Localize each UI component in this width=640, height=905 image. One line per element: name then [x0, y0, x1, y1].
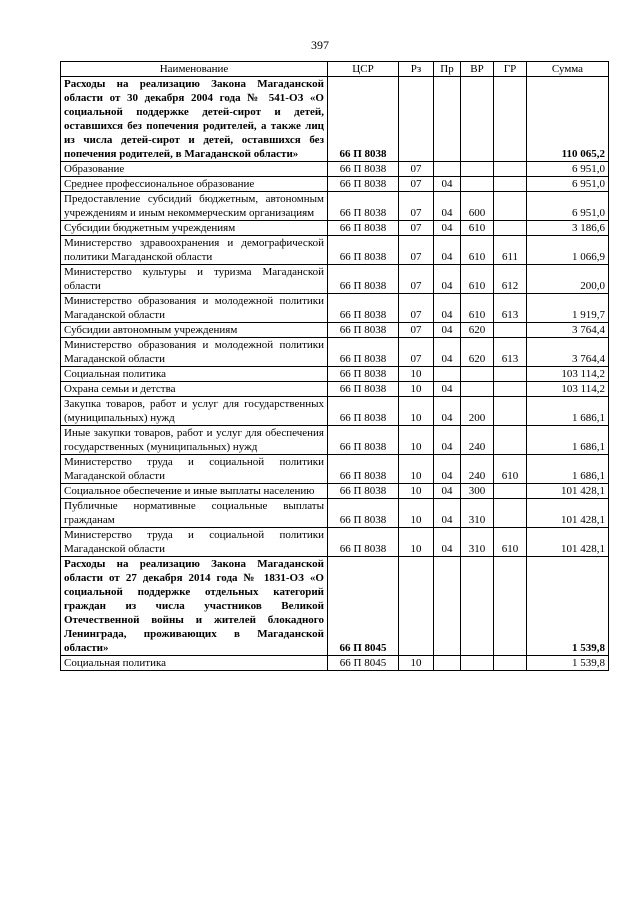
cell-vr: [461, 382, 494, 397]
cell-sum: 6 951,0: [527, 192, 609, 221]
header-gr: ГР: [494, 62, 527, 77]
cell-pr: 04: [434, 528, 461, 557]
cell-gr: [494, 221, 527, 236]
cell-rz: 10: [399, 499, 434, 528]
cell-csr: 66 П 8038: [328, 382, 399, 397]
cell-sum: 1 539,8: [527, 656, 609, 671]
header-rz: Рз: [399, 62, 434, 77]
cell-name: Социальная политика: [61, 656, 328, 671]
cell-gr: [494, 192, 527, 221]
cell-name: Образование: [61, 162, 328, 177]
cell-rz: [399, 557, 434, 656]
table-row: [61, 397, 609, 426]
cell-rz: 07: [399, 162, 434, 177]
table-row: [61, 294, 609, 323]
cell-csr: 66 П 8038: [328, 221, 399, 236]
cell-csr: 66 П 8038: [328, 236, 399, 265]
cell-gr: [494, 397, 527, 426]
table-body: [61, 77, 609, 671]
cell-vr: 240: [461, 426, 494, 455]
cell-name: Министерство труда и социальной политики Магаданской области: [61, 455, 328, 484]
cell-rz: 10: [399, 484, 434, 499]
cell-sum: 101 428,1: [527, 484, 609, 499]
cell-sum: 1 686,1: [527, 426, 609, 455]
cell-vr: [461, 77, 494, 162]
cell-gr: [494, 382, 527, 397]
cell-pr: 04: [434, 338, 461, 367]
cell-name: Предоставление субсидий бюджетным, автономным учреждениям и иным некоммерческим организациям: [61, 192, 328, 221]
cell-name: Министерство здравоохранения и демографической политики Магаданской области: [61, 236, 328, 265]
cell-csr: 66 П 8038: [328, 265, 399, 294]
cell-vr: 620: [461, 338, 494, 367]
cell-pr: 04: [434, 221, 461, 236]
table-header-row: [61, 62, 609, 77]
cell-csr: 66 П 8038: [328, 192, 399, 221]
cell-rz: 07: [399, 177, 434, 192]
header-sum: Сумма: [527, 62, 609, 77]
header-csr: ЦСР: [328, 62, 399, 77]
cell-csr: 66 П 8038: [328, 294, 399, 323]
cell-gr: [494, 323, 527, 338]
cell-pr: 04: [434, 236, 461, 265]
table-row: [61, 236, 609, 265]
table-row: [61, 455, 609, 484]
cell-pr: [434, 557, 461, 656]
cell-csr: 66 П 8038: [328, 499, 399, 528]
cell-rz: 07: [399, 338, 434, 367]
table-row: [61, 265, 609, 294]
cell-vr: 600: [461, 192, 494, 221]
cell-gr: [494, 499, 527, 528]
cell-vr: [461, 656, 494, 671]
cell-gr: 613: [494, 294, 527, 323]
cell-vr: 610: [461, 236, 494, 265]
table-row: [61, 426, 609, 455]
cell-csr: 66 П 8038: [328, 323, 399, 338]
cell-rz: 07: [399, 265, 434, 294]
cell-rz: 10: [399, 656, 434, 671]
cell-name: Закупка товаров, работ и услуг для государственных (муниципальных) нужд: [61, 397, 328, 426]
cell-name: Публичные нормативные социальные выплаты гражданам: [61, 499, 328, 528]
table-row: [61, 382, 609, 397]
cell-gr: [494, 77, 527, 162]
cell-sum: 103 114,2: [527, 382, 609, 397]
cell-name: Социальная политика: [61, 367, 328, 382]
cell-csr: 66 П 8038: [328, 162, 399, 177]
cell-csr: 66 П 8038: [328, 426, 399, 455]
cell-vr: [461, 177, 494, 192]
cell-vr: [461, 162, 494, 177]
cell-pr: [434, 656, 461, 671]
table-row: [61, 499, 609, 528]
table-row: [61, 484, 609, 499]
cell-pr: 04: [434, 426, 461, 455]
cell-vr: 240: [461, 455, 494, 484]
cell-vr: 620: [461, 323, 494, 338]
cell-sum: 3 764,4: [527, 338, 609, 367]
cell-gr: 612: [494, 265, 527, 294]
cell-csr: 66 П 8038: [328, 484, 399, 499]
cell-rz: 07: [399, 323, 434, 338]
table-row: [61, 162, 609, 177]
cell-rz: 10: [399, 426, 434, 455]
cell-vr: 310: [461, 528, 494, 557]
table-row: [61, 221, 609, 236]
table-row: [61, 177, 609, 192]
cell-csr: 66 П 8038: [328, 177, 399, 192]
cell-sum: 103 114,2: [527, 367, 609, 382]
cell-pr: [434, 162, 461, 177]
table-row: [61, 192, 609, 221]
cell-sum: 101 428,1: [527, 499, 609, 528]
cell-vr: [461, 367, 494, 382]
cell-vr: 300: [461, 484, 494, 499]
cell-rz: 10: [399, 382, 434, 397]
cell-csr: 66 П 8038: [328, 455, 399, 484]
cell-pr: 04: [434, 382, 461, 397]
cell-name: Среднее профессиональное образование: [61, 177, 328, 192]
cell-pr: 04: [434, 294, 461, 323]
cell-csr: 66 П 8038: [328, 528, 399, 557]
cell-name: Социальное обеспечение и иные выплаты населению: [61, 484, 328, 499]
cell-rz: 07: [399, 294, 434, 323]
cell-csr: 66 П 8038: [328, 338, 399, 367]
cell-csr: 66 П 8045: [328, 557, 399, 656]
cell-gr: 611: [494, 236, 527, 265]
table-row: [61, 338, 609, 367]
cell-pr: 04: [434, 455, 461, 484]
cell-gr: 610: [494, 528, 527, 557]
cell-vr: [461, 557, 494, 656]
cell-pr: 04: [434, 499, 461, 528]
cell-gr: [494, 557, 527, 656]
cell-gr: 613: [494, 338, 527, 367]
budget-table: [60, 61, 609, 671]
cell-sum: 3 186,6: [527, 221, 609, 236]
cell-pr: 04: [434, 177, 461, 192]
table-row: [61, 367, 609, 382]
cell-name: Министерство культуры и туризма Магаданской области: [61, 265, 328, 294]
table-row: [61, 77, 609, 162]
cell-gr: [494, 484, 527, 499]
cell-rz: 10: [399, 528, 434, 557]
cell-pr: 04: [434, 484, 461, 499]
cell-name: Расходы на реализацию Закона Магаданской области от 30 декабря 2004 года № 541-ОЗ «О социальной поддержке детей-сирот и детей, оставшихся без попечения родителей, а также лиц из числа детей-сирот и детей, оставшихся без попечения родителей, в Магаданской области»: [61, 77, 328, 162]
cell-csr: 66 П 8045: [328, 656, 399, 671]
header-vr: ВР: [461, 62, 494, 77]
cell-sum: 1 686,1: [527, 397, 609, 426]
cell-name: Расходы на реализацию Закона Магаданской области от 27 декабря 2014 года № 1831-ОЗ «О социальной поддержке отдельных категорий граждан из числа участников Великой Отечественной войны и жителей блокадного Ленинграда, проживающих в Магаданской области»: [61, 557, 328, 656]
cell-sum: 101 428,1: [527, 528, 609, 557]
cell-name: Субсидии автономным учреждениям: [61, 323, 328, 338]
cell-name: Министерство образования и молодежной политики Магаданской области: [61, 294, 328, 323]
page-number: 397: [311, 38, 329, 52]
cell-sum: 1 539,8: [527, 557, 609, 656]
cell-gr: [494, 177, 527, 192]
cell-name: Иные закупки товаров, работ и услуг для обеспечения государственных (муниципальных) нужд: [61, 426, 328, 455]
cell-sum: 200,0: [527, 265, 609, 294]
cell-gr: [494, 656, 527, 671]
cell-vr: 610: [461, 294, 494, 323]
table-row: [61, 528, 609, 557]
cell-rz: 07: [399, 221, 434, 236]
cell-pr: [434, 77, 461, 162]
cell-sum: 1 919,7: [527, 294, 609, 323]
cell-sum: 6 951,0: [527, 177, 609, 192]
cell-pr: 04: [434, 192, 461, 221]
cell-sum: 110 065,2: [527, 77, 609, 162]
cell-sum: 1 066,9: [527, 236, 609, 265]
cell-rz: 07: [399, 192, 434, 221]
cell-name: Министерство образования и молодежной политики Магаданской области: [61, 338, 328, 367]
cell-sum: 6 951,0: [527, 162, 609, 177]
cell-vr: 610: [461, 221, 494, 236]
cell-gr: [494, 367, 527, 382]
table-row: [61, 656, 609, 671]
cell-rz: 10: [399, 455, 434, 484]
header-pr: Пр: [434, 62, 461, 77]
cell-name: Субсидии бюджетным учреждениям: [61, 221, 328, 236]
cell-rz: 10: [399, 397, 434, 426]
cell-csr: 66 П 8038: [328, 367, 399, 382]
table-row: [61, 323, 609, 338]
cell-pr: 04: [434, 323, 461, 338]
cell-name: Охрана семьи и детства: [61, 382, 328, 397]
table-row: [61, 557, 609, 656]
cell-pr: 04: [434, 397, 461, 426]
cell-pr: 04: [434, 265, 461, 294]
cell-pr: [434, 367, 461, 382]
cell-name: Министерство труда и социальной политики Магаданской области: [61, 528, 328, 557]
cell-vr: 200: [461, 397, 494, 426]
header-name: Наименование: [61, 62, 328, 77]
cell-rz: [399, 77, 434, 162]
cell-csr: 66 П 8038: [328, 77, 399, 162]
cell-gr: [494, 426, 527, 455]
cell-sum: 3 764,4: [527, 323, 609, 338]
cell-gr: [494, 162, 527, 177]
cell-rz: 07: [399, 236, 434, 265]
cell-rz: 10: [399, 367, 434, 382]
cell-vr: 610: [461, 265, 494, 294]
cell-csr: 66 П 8038: [328, 397, 399, 426]
cell-vr: 310: [461, 499, 494, 528]
cell-sum: 1 686,1: [527, 455, 609, 484]
cell-gr: 610: [494, 455, 527, 484]
